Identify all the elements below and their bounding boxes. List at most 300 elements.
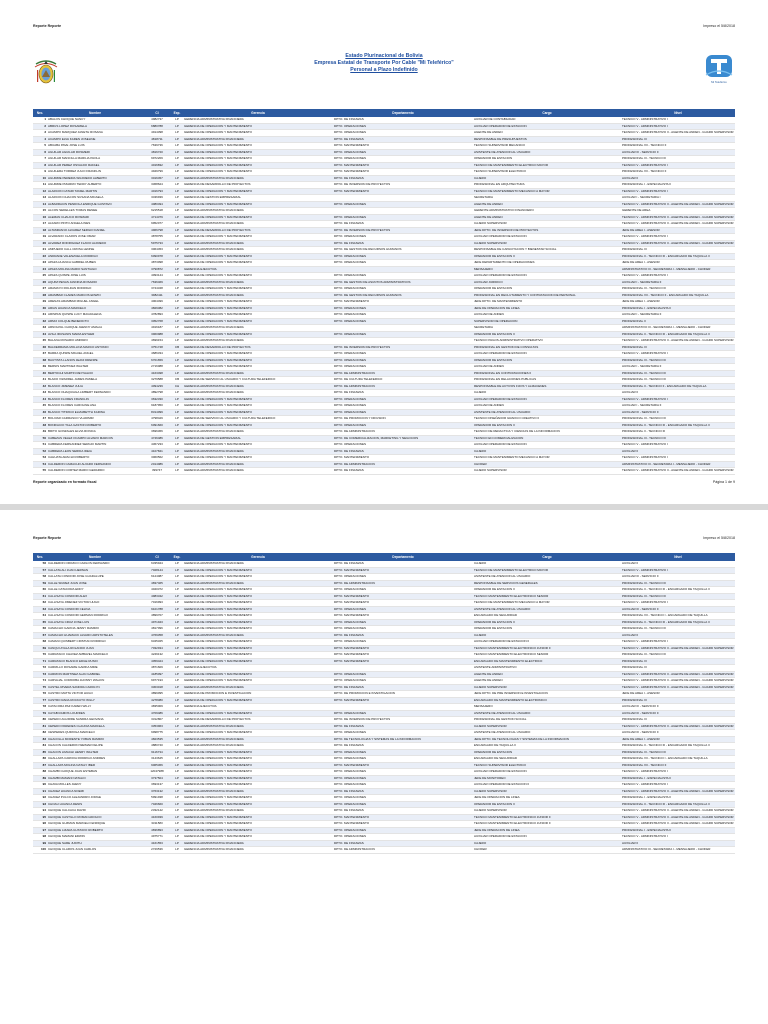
cell-nombre: ARNOLPAL CHOQUE JHENNY AMALIA [47,325,143,332]
cell-nro: 53 [33,455,47,462]
cell-cargo: ENCARGADO DE MANTENIMIENTO ELECTRONICO [473,697,621,704]
cell-exp: LP [171,626,183,633]
cell-departamento: DPTO. OPERACIONES [333,312,473,319]
cell-nombre: CALDERON OROZCO CARLOS FERNANDO [47,561,143,567]
cell-nro: 82 [33,730,47,737]
cell-departamento: DPTO. DE FINANZAS [333,808,473,815]
cell-gerencia: GERENCIA DE SERVICIO AL USUARIO Y CULTURA TELEFERICO [183,377,333,384]
col-header-gerencia: Gerencia [183,553,333,561]
col-header-exp: Exp. [171,109,183,117]
cell-gerencia: GERENCIA DE OPERACION Y MANTENIMIENTO [183,697,333,704]
cell-ci: 3744348 [143,286,171,293]
cell-nombre: BLANCO FLORES FRANKLIN [47,396,143,403]
cell-exp: LP [171,149,183,156]
cell-gerencia: GERENCIA DE OPERACION Y MANTENIMIENTO [183,442,333,449]
cell-departamento: DPTO. DE ADMINISTRACION [333,370,473,377]
cell-cargo: CAJERO SUPERVISOR [473,240,621,247]
cell-gerencia: GERENCIA ADMINISTRATIVA FINANCIERA [183,468,333,475]
cell-ci: 4016793 [143,188,171,195]
cell-nro: 81 [33,723,47,730]
cell-exp: CB [171,344,183,351]
cell-ci: 4816720 [143,149,171,156]
cell-cargo: ASISTENTE DE ATENCION AL USUARIO [473,606,621,613]
cell-exp: LP [171,299,183,306]
cell-cargo: ASISTENTE DE ATENCION AL USUARIO [473,574,621,581]
cell-exp: LP [171,416,183,423]
cell-nro: 7 [33,156,47,163]
cell-cargo: AUXILIAR OPERADOR DE ESTACION [473,234,621,241]
cell-nro: 8 [33,162,47,169]
cell-cargo: ASISTENTE DE ATENCION AL USUARIO [473,730,621,737]
cell-nivel: AUXILIAR II [621,561,735,567]
cell-gerencia: GERENCIA DE OPERACION Y MANTENIMIENTO [183,312,333,319]
cell-nombre: BOLIVAR CARRASCO VLADIMIR [47,416,143,423]
cell-departamento: DPTO. DE INVERSION DE PROYECTOS [333,227,473,234]
cell-ci: 3632330 [143,396,171,403]
cell-nro: 86 [33,756,47,763]
cell-departamento: DPTO. OPERACIONES [333,305,473,312]
cell-cargo: CAJERO SUPERVISOR [473,723,621,730]
cell-nombre: CANQUI AYALA ROLANDO JUAN [47,645,143,652]
cell-departamento: DPTO. OPERACIONES [333,827,473,834]
cell-cargo: ENCARGADO DE SEGURIDAD [473,756,621,763]
cell-exp: LP [171,600,183,607]
cell-nro: 60 [33,587,47,594]
cell-exp: LP [171,117,183,123]
cell-departamento: DPTO. MANTENIMIENTO [333,645,473,652]
cell-departamento: DPTO. OPERACIONES [333,730,473,737]
cell-departamento: DPTO. OPERACIONES [333,782,473,789]
cell-exp: LP [171,422,183,429]
cell-exp: LP [171,691,183,698]
cell-nombre: BERTOCHI MARTIN REYNALDO [47,370,143,377]
cell-departamento: DPTO. OPERACIONES [333,619,473,626]
cell-nro: 11 [33,182,47,189]
cell-exp: LP [171,435,183,442]
cell-nro: 94 [33,808,47,815]
cell-ci: 4818711 [143,136,171,143]
cell-exp: LP [171,788,183,795]
cell-cargo: AUXILIAR OPERADOR DE ESTACION II [473,782,621,789]
cell-ci: 3353963 [143,723,171,730]
cell-gerencia: GERENCIA DE OPERACION Y MANTENIMIENTO [183,299,333,306]
cell-departamento: DPTO. OPERACIONES [333,801,473,808]
cell-cargo: TECNICO SUPERVISOR ELECTRICO [473,762,621,769]
cell-exp: LP [171,130,183,137]
cell-exp: LP [171,286,183,293]
cell-nivel: PROFESIONAL III - TECNICO III [621,286,735,293]
cell-ci: 4982737 [143,117,171,123]
cell-nivel: JEFE DE AREA I - ASESOR [621,260,735,267]
cell-cargo: CAJERO [473,561,621,567]
cell-ci: 3312807 [143,717,171,724]
cell-exp: LP [171,619,183,626]
cell-nombre: AGUILAR AGUILAR ROSMERI [47,149,143,156]
cell-nivel: TECNICO V - ADMINISTRATIVO II - AGENTE DE ANDEN - GUARD SUPERVISOR [622,808,734,812]
cell-exp: LP [171,645,183,652]
cell-nombre: ALARCON CHACON SUSANA MICAELA [47,195,143,202]
cell-nombre: ANDRADE VALENZUELA RODRIGO [47,253,143,260]
cell-nro: 15 [33,208,47,215]
cell-departamento: DPTO. MANTENIMIENTO [333,169,473,176]
cell-nro: 36 [33,344,47,351]
cell-nivel: PROFESIONAL I - ESPECIALISTA II [621,775,735,782]
cell-cargo: TECNICO DE REDACTICA Y CIENCIAS DE LA INFORMACION [473,429,621,436]
cell-gerencia: GERENCIA DE OPERACION Y MANTENIMIENTO [183,331,333,338]
cell-cargo: OPERADOR DE ESTACION [473,749,621,756]
cell-nombre: APAZA QUISPE JOSE LUIS [47,273,143,280]
cell-cargo: AGENTE DE ANDEN [473,130,621,137]
cell-cargo: JEFE DPTO. DE PRE INVERSION E INVESTIGACION [473,691,621,698]
cell-cargo: RESPONSABLE DE PRESUPUESTOS [473,136,621,143]
cell-ci: 4966798 [143,227,171,234]
cell-gerencia: GERENCIA EJECUTIVA [183,704,333,711]
cell-nivel: PROFESIONAL II - TECNICO III - ENCARGADO DE TAQUILLA II [621,619,735,626]
cell-nivel: PROFESIONAL I - ESPECIALISTA II [621,827,735,834]
cell-nombre: CASTEL RIVERA SANDRA CAROLYN [47,684,143,691]
cell-cargo: PROFESIONAL EN ARQUITECTURA [473,182,621,189]
cell-gerencia: GERENCIA DE OPERACION Y MANTENIMIENTO [183,756,333,763]
cell-cargo: AUXILIAR OPERADOR DE ESTACION [473,123,621,130]
cell-departamento: DPTO. DE FINANZAS [333,117,473,123]
cell-nivel: AUXILIAR I - SECRETARIA II [621,364,735,371]
cell-ci: 12047988 [143,769,171,776]
cell-nro: 90 [33,782,47,789]
cell-nombre: CALDERON CAMACHO ALVARO FERNANDO [47,461,143,468]
cell-exp: LP [171,312,183,319]
cell-ci: 4163498 [143,370,171,377]
cell-departamento: DPTO. OPERACIONES [333,149,473,156]
cell-nro: 49 [33,429,47,436]
cell-nombre: CASTRO MATTA VICTOR HUGO [47,691,143,698]
cell-gerencia: GERENCIA EJECUTIVA [183,665,333,672]
cell-exp: LP [171,143,183,150]
cell-nivel: PROFESIONAL III - TECNICO III [621,652,735,659]
cell-ci: 4949799 [143,169,171,176]
cell-nivel: PROFESIONAL VII - TECNICO I - ENCARGADO DE TAQUILLA [621,756,735,763]
table-row [33,847,735,854]
cell-nro: 28 [33,292,47,299]
cell-exp: LP [171,442,183,449]
cell-ci: 4914398 [143,130,171,137]
cell-gerencia: GERENCIA DE OPERACION Y MANTENIMIENTO [183,834,333,841]
cell-departamento: DPTO. DE CULTURA TELEFERICO [333,377,473,384]
cell-cargo: CAJERO SUPERVISOR [473,468,621,475]
cell-cargo: CHOFER [473,461,621,468]
cell-cargo: OPERADOR DE ESTACION II [473,331,621,338]
cell-nro: 95 [33,814,47,821]
cell-nivel: JEFE DE AREA I - ASESOR [621,227,735,234]
cell-ci: 8314099 [143,409,171,416]
cell-ci: 4817096 [143,626,171,633]
cell-ci: 9972209 [143,156,171,163]
cell-ci: 7046660 [143,801,171,808]
cell-cargo: PROFESIONAL EN RELACIONES PUBLICAS [473,377,621,384]
cell-departamento: DPTO. DE FINANZAS [333,723,473,730]
cell-nro: 91 [33,788,47,795]
cell-nivel: TECNICO V - ADMINISTRATIVO II - AGENTE DE ANDEN - GUARD SUPERVISOR [622,814,734,819]
cell-gerencia: GERENCIA ADMINISTRATIVA FINANCIERA [183,221,333,228]
cell-exp: LP [171,639,183,646]
cell-ci: 3303018 [143,684,171,691]
cell-departamento: DPTO. OPERACIONES [333,403,473,410]
cell-ci: 4040372 [143,587,171,594]
cell-nro: 10 [33,175,47,182]
cell-ci: 4094239 [143,383,171,390]
cell-departamento: DPTO. DE FINANZAS [333,448,473,455]
cell-cargo: TECNICO MANTENIMIENTO ELECTRONICO SENIOR [473,652,621,659]
col-header-exp: Exp. [171,553,183,561]
cell-exp: LP [171,684,183,691]
cell-exp: LP [171,749,183,756]
cell-nro: 47 [33,416,47,423]
cell-nro: 55 [33,468,47,475]
cell-gerencia: GERENCIA ADMINISTRATIVA FINANCIERA [183,136,333,143]
cell-nro: 43 [33,390,47,397]
cell-exp: LP [171,331,183,338]
cell-nivel: TECNICO V - ADMINISTRATIVO I [621,351,735,358]
cell-nro: 9 [33,169,47,176]
cell-nro: 18 [33,227,47,234]
cell-departamento: DPTO. DE GESTION DE ASUNTOS ADMINISTRATIVOS [333,279,473,286]
cell-nombre: CARRILLO ROSARIE GARIKA MIRE [47,665,143,672]
cell-ci: 7028144 [143,567,171,574]
cell-cargo: TECNICO SUPERVISOR MECANICO [473,143,621,150]
cell-cargo: TECNICO DISEÑADOR GRAFICO CREATIVO II [473,416,621,423]
cell-nro: 23 [33,260,47,267]
report-page-2 [0,510,768,1024]
cell-cargo: TECNICO DE MANTENIMIENTO ELECTRICO MAYOR [473,567,621,574]
cell-cargo: OPERADOR DE ESTACION II [473,253,621,260]
cell-departamento: DPTO. DE PROMOCION Y DIFUSION [333,416,473,423]
cell-nombre: CARRION MARTINEZ ALAN GABRIEL [47,671,143,678]
cell-nro: 88 [33,769,47,776]
cell-nivel: PROFESIONAL II - TECNICO III - ENCARGADO DE TAQUILLA II [621,743,735,750]
cell-departamento: DPTO. DE FINANZAS [333,743,473,750]
cell-nivel: TECNICO V - ADMINISTRATIVO I [621,567,735,574]
page-number: Página 1 de 9 [712,480,735,484]
cell-exp: LP [171,325,183,332]
cell-nivel: PROFESIONAL III - TECNICO III [621,435,735,442]
page-header [33,24,735,28]
cell-nivel: PROFESIONAL III [621,717,735,724]
cell-nro: 13 [33,195,47,202]
cell-ci: 5975733 [143,240,171,247]
cell-gerencia: GERENCIA DE OPERACION Y MANTENIMIENTO [183,730,333,737]
cell-departamento: DPTO. MANTENIMIENTO [333,697,473,704]
cell-nombre: ALARCON CATARI TANIEL MARTIN [47,188,143,195]
cell-departamento: DPTO. DE FINANZAS [333,136,473,143]
cell-gerencia: GERENCIA ADMINISTRATIVA FINANCIERA [183,723,333,730]
cell-ci: 3052768 [143,318,171,325]
cell-gerencia: GERENCIA DE SERVICIO AL USUARIO Y CULTURA TELEFERICO [183,416,333,423]
cell-ci: 6116734 [143,749,171,756]
cell-cargo: AGENTE DE ANDEN [473,671,621,678]
cell-ci: 3763132 [143,788,171,795]
cell-nivel: PROFESIONAL III - TECNICO III [621,580,735,587]
cell-ci: 4873098 [143,260,171,267]
cell-departamento: DPTO. DE INVERSION DE PROYECTOS [333,344,473,351]
cell-nombre: BLANCO FLORES CAROLINE ANA [47,403,143,410]
cell-nombre: BLADO VIZARREL JAMES PAMELA [47,377,143,384]
cell-nro: 45 [33,403,47,410]
col-header-nombre: Nombre [47,553,143,561]
cell-nombre: CHAMBI MAMANI NATALIO [47,775,143,782]
cell-departamento: DPTO. OPERACIONES [333,123,473,130]
cell-exp: LP [171,338,183,345]
cell-departamento: DPTO. OPERACIONES [333,253,473,260]
cell-exp: LP [171,390,183,397]
cell-gerencia: GERENCIA DE GESTION EMPRESARIAL [183,435,333,442]
cell-gerencia: GERENCIA ADMINISTRATIVA FINANCIERA [183,247,333,254]
cell-nombre: APAZA HUANCA GABRIEL RUBEN [47,260,143,267]
staff-table [33,553,735,854]
mi-teleferico-logo [702,53,736,86]
cell-cargo: TECNICO SUPERVISOR ELECTRICO [473,169,621,176]
cell-nivel: PROFESIONAL III [621,658,735,665]
cell-cargo: CAJERO SUPERVISOR [473,221,621,228]
cell-nivel: AUXILIAR II [621,632,735,639]
cell-ci: 6124087 [143,574,171,581]
cell-nombre: CHAVA MOLLES JHENY [47,782,143,789]
cell-ci: 4836893 [143,827,171,834]
cell-nivel: ADMINISTRATIVO III - SECRETARIA I - MENSAJERO - CHOFER [621,325,735,332]
cell-nivel: PROFESIONAL XII - TECNICO II [621,762,735,769]
cell-nivel: AUXILIAR III - SERVICIO II [621,606,735,613]
cell-nombre: ALEMAN CHAUCO ROSMARI [47,214,143,221]
cell-gerencia: GERENCIA ADMINISTRATIVA FINANCIERA [183,240,333,247]
cell-gerencia: GERENCIA DE OPERACION Y MANTENIMIENTO [183,658,333,665]
cell-nombre: BLANCO OHAQUIAGA LIMBERT FERNANDO [47,390,143,397]
cell-nivel: AUXILIAR III - SERVICIO II [621,409,735,416]
cell-ci: 3368624 [143,182,171,189]
cell-ci: 2014086 [143,461,171,468]
cell-nro: 39 [33,364,47,371]
cell-departamento: DPTO. MANTENIMIENTO [333,455,473,462]
page-header [33,536,735,540]
cell-exp: LP [171,429,183,436]
staff-table [33,109,735,475]
header-title: Reporte Reporte [33,24,62,28]
cell-nro: 58 [33,574,47,581]
cell-cargo: OPERADOR DE ESTACION [473,626,621,633]
cell-gerencia: GERENCIA DE OPERACION Y MANTENIMIENTO [183,286,333,293]
cell-ci: 7016993 [143,600,171,607]
cell-cargo: PROFESIONAL EN RECLUTAMIENTO Y CONTRATACION DE PERSONAL [473,292,621,299]
cell-nombre: ABUABA PAVE JOSE LUIS [47,143,143,150]
cell-gerencia: GERENCIA ADMINISTRATIVA FINANCIERA [183,429,333,436]
cell-gerencia: GERENCIA DE OPERACION Y MANTENIMIENTO [183,749,333,756]
cell-nivel: TECNICO V - ADMINISTRATIVO I [621,162,735,169]
cell-exp: LP [171,574,183,581]
cell-cargo: JEFE DPTO. DE INVERSION DE PROYECTOS [473,227,621,234]
cell-cargo: ENCARGADO DE SEGURIDAD [473,613,621,620]
cell-ci: 3016457 [143,175,171,182]
cell-cargo: AUXILIAR OPERADOR DE ESTACION [473,769,621,776]
cell-gerencia: GERENCIA DE OPERACION Y MANTENIMIENTO [183,639,333,646]
cell-nombre: CAYAB RAMOS LOURDES [47,710,143,717]
cell-nro: 31 [33,312,47,319]
cell-nombre: CHACON LIMACHI HENRY WALTER [47,749,143,756]
cell-nro: 32 [33,318,47,325]
cell-gerencia: GERENCIA ADMINISTRATIVA FINANCIERA [183,461,333,468]
cell-nivel: TECNICO V - ADMINISTRATIVO I [621,442,735,449]
cell-nro: 21 [33,247,47,254]
cell-gerencia: GERENCIA DE OPERACION Y MANTENIMIENTO [183,422,333,429]
cell-ci: 399747 [143,468,171,475]
title-company: Empresa Estatal de Transporte Por Cable "Mi Teleférico" [314,60,454,66]
cell-cargo: CAJERO [473,632,621,639]
cell-departamento: DPTO. DE FINANZAS [333,788,473,795]
cell-nivel: TECNICO V - ADMINISTRATIVO II - AGENTE DE ANDEN - GUARD SUPERVISOR [622,130,734,134]
cell-nombre: CHALLAPA CARDOA RODRIGO ANDRES [47,756,143,763]
cell-nro: 26 [33,279,47,286]
cell-exp: CH [171,383,183,390]
cell-ci: 9187950 [143,403,171,410]
cell-departamento: DPTO. OPERACIONES [333,357,473,364]
cell-gerencia: GERENCIA DE OPERACION Y MANTENIMIENTO [183,123,333,130]
cell-departamento: DPTO. MANTENIMIENTO [333,821,473,828]
cell-ci: 4686334 [143,351,171,358]
cell-nro: 29 [33,299,47,306]
cell-nro: 100 [33,847,47,854]
cell-nro: 2 [33,123,47,130]
cell-nro: 69 [33,645,47,652]
cell-ci: 4249132 [143,652,171,659]
cell-departamento: DPTO. OPERACIONES [333,286,473,293]
cell-nombre: CABRERA LEON SERIDA IDEIA [47,448,143,455]
cell-nivel: TECNICO V - ADMINISTRATIVO II - AGENTE DE ANDEN - GUARD SUPERVISOR [622,821,734,825]
cell-nivel: GERENTE DE AREA [621,208,735,215]
cell-exp: LP [171,762,183,769]
cell-departamento: DPTO. OPERACIONES [333,710,473,717]
cell-nivel: PROFESIONAL III - TECNICO III [621,749,735,756]
cell-nombre: CHOQUE CALCACA DAVID [47,808,143,815]
cell-ci: 3279588 [143,377,171,384]
cell-departamento: DPTO. OPERACIONES [333,214,473,221]
cell-ci: 4714379 [143,214,171,221]
cell-cargo: SECRETARIA [473,325,621,332]
cell-cargo: AUXILIAR DE ANDEN [473,312,621,319]
cell-nivel: PROFESIONAL III - TECNICO III [621,377,735,384]
cell-exp: LP [171,240,183,247]
cell-gerencia: GERENCIA DE OPERACION Y MANTENIMIENTO [183,600,333,607]
cell-departamento: DPTO. OPERACIONES [333,626,473,633]
cell-ci: 7639736 [143,143,171,150]
cell-nombre: CALLISAYA CONDORI GERMAN RODRIGO [47,613,143,620]
cell-exp: LP [171,273,183,280]
cell-departamento: DPTO. OPERACIONES [333,396,473,403]
cell-nivel: TECNICO V - ADMINISTRATIVO II - AGENTE DE ANDEN - GUARD SUPERVISOR [622,221,734,225]
cell-nivel: PROFESIONAL III - TECNICO III [621,626,735,633]
cell-gerencia: GERENCIA ADMINISTRATIVA FINANCIERA [183,208,333,215]
cell-nro: 1 [33,117,47,123]
cell-nombre: AGUILAR MANCILLA MARILIA PAOLA [47,156,143,163]
cell-exp: LP [171,136,183,143]
cell-nombre: ALCON SEDELLES TOMAS RENEE [47,208,143,215]
cell-nombre: ALTAMIRANO ALVAREZ SERGIO DANIEL [47,227,143,234]
cell-nivel: TECNICO V - ADMINISTRATIVO I [621,396,735,403]
cell-nombre: CEPEDO PAREDES CLAUDIA MARCELA [47,723,143,730]
cell-exp: LP [171,162,183,169]
cell-nro: 35 [33,338,47,345]
cell-nombre: AGUILERA TORREZ JULIO FRANKLIN [47,169,143,176]
cell-departamento: DPTO. DE FINANZAS [333,240,473,247]
cell-cargo: TECNICO DE MANTENIMIENTO MECANICO A MAYOR [473,600,621,607]
cell-gerencia: GERENCIA DE OPERACION Y MANTENIMIENTO [183,305,333,312]
cell-gerencia: GERENCIA DE OPERACION Y MANTENIMIENTO [183,253,333,260]
cell-nro: 64 [33,613,47,620]
